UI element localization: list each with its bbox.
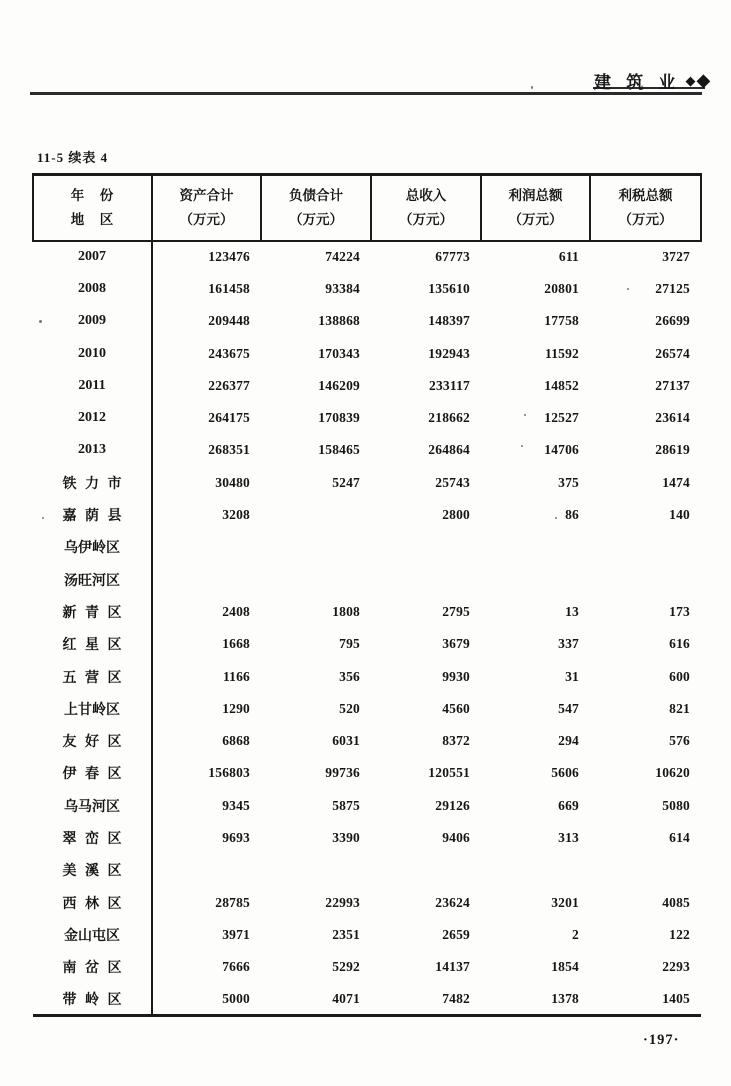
row-label: 乌马河区 bbox=[33, 790, 152, 822]
cell-value: 20801 bbox=[544, 280, 579, 296]
cell-value: 3727 bbox=[662, 249, 690, 265]
cell-value: 146209 bbox=[318, 377, 360, 393]
cell-value: 576 bbox=[669, 733, 690, 749]
column-unit: （万元） bbox=[508, 211, 563, 227]
cell-value bbox=[371, 563, 481, 595]
cell-value: 3971 bbox=[222, 926, 250, 942]
row-label: 2009 bbox=[33, 305, 152, 337]
table-row bbox=[33, 499, 701, 531]
row-label: 翠 峦 区 bbox=[33, 822, 152, 854]
cell-value bbox=[261, 531, 371, 563]
cell-value: 5000 bbox=[222, 990, 250, 1006]
cell-value: 1405 bbox=[662, 990, 690, 1006]
cell-value: 1854 bbox=[551, 959, 579, 975]
row-label: 2013 bbox=[33, 434, 152, 466]
row-label: 带 岭 区 bbox=[33, 983, 152, 1015]
cell-value: 99736 bbox=[325, 765, 360, 781]
cell-value: 14706 bbox=[544, 442, 579, 458]
row-label: 西 林 区 bbox=[33, 886, 152, 918]
cell-value: 313 bbox=[558, 829, 579, 845]
table-row bbox=[33, 919, 701, 951]
cell-value: 2800 bbox=[442, 507, 470, 523]
cell-value: 30480 bbox=[215, 474, 250, 490]
cell-value: 669 bbox=[558, 797, 579, 813]
table-row bbox=[33, 531, 701, 563]
cell-value: 170839 bbox=[318, 410, 360, 426]
table-row bbox=[33, 951, 701, 983]
cell-value: 4560 bbox=[442, 700, 470, 716]
cell-value: 120551 bbox=[428, 765, 470, 781]
cell-value bbox=[590, 531, 701, 563]
cell-value: 2351 bbox=[332, 926, 360, 942]
row-label: 红 星 区 bbox=[33, 628, 152, 660]
cell-value: 67773 bbox=[435, 249, 470, 265]
cell-value: 9345 bbox=[222, 797, 250, 813]
column-unit: （万元） bbox=[399, 211, 453, 227]
column-unit: （万元） bbox=[289, 211, 343, 227]
table-row bbox=[33, 660, 701, 692]
scan-speck bbox=[555, 517, 557, 519]
cell-value: 9693 bbox=[222, 829, 250, 845]
page-number: ·197· bbox=[643, 1032, 680, 1048]
row-label: 2011 bbox=[33, 370, 152, 402]
cell-value: 14137 bbox=[435, 959, 470, 975]
cell-value: 161458 bbox=[208, 280, 250, 296]
cell-value: 5080 bbox=[662, 797, 690, 813]
cell-value: 158465 bbox=[318, 442, 360, 458]
table-row bbox=[33, 886, 701, 918]
cell-value: 31 bbox=[565, 668, 579, 684]
cell-value: 11592 bbox=[544, 345, 579, 361]
row-label: 乌伊岭区 bbox=[33, 531, 152, 563]
cell-value: 600 bbox=[669, 668, 690, 684]
cell-value bbox=[152, 854, 261, 886]
cell-value: 12527 bbox=[544, 410, 579, 426]
cell-value bbox=[590, 854, 701, 886]
cell-value bbox=[261, 563, 371, 595]
table-body bbox=[33, 241, 701, 1016]
row-label: 南 岔 区 bbox=[33, 951, 152, 983]
header-region-label: 地 区 bbox=[70, 211, 115, 227]
cell-value: 23624 bbox=[435, 894, 470, 910]
cell-value: 1166 bbox=[222, 668, 250, 684]
cell-value: 28619 bbox=[655, 442, 690, 458]
cell-value: 1808 bbox=[332, 603, 360, 619]
cell-value: 9930 bbox=[442, 668, 470, 684]
cell-value: 170343 bbox=[318, 345, 360, 361]
cell-value: 135610 bbox=[428, 280, 470, 296]
cell-value bbox=[481, 563, 590, 595]
row-label: 汤旺河区 bbox=[33, 563, 152, 595]
cell-value bbox=[481, 531, 590, 563]
row-label: 五 营 区 bbox=[33, 660, 152, 692]
row-label: 2008 bbox=[33, 273, 152, 305]
header-col-assets bbox=[152, 175, 261, 241]
column-title: 负债合计 bbox=[289, 188, 343, 204]
cell-value: 218662 bbox=[428, 410, 470, 426]
cell-value: 1474 bbox=[662, 474, 690, 490]
diamond-icon: ◆ bbox=[685, 72, 696, 88]
cell-value: 17758 bbox=[544, 313, 579, 329]
cell-value: 520 bbox=[339, 700, 360, 716]
cell-value: 1378 bbox=[551, 990, 579, 1006]
cell-value: 27137 bbox=[655, 377, 690, 393]
table-header-row bbox=[33, 175, 701, 241]
cell-value: 9406 bbox=[442, 829, 470, 845]
cell-value: 616 bbox=[669, 636, 690, 652]
cell-value: 5606 bbox=[551, 765, 579, 781]
cell-value bbox=[152, 563, 261, 595]
table-row bbox=[33, 854, 701, 886]
cell-value: 6031 bbox=[332, 733, 360, 749]
cell-value: 28785 bbox=[215, 894, 250, 910]
cell-value: 3390 bbox=[332, 829, 360, 845]
row-label: 2007 bbox=[33, 241, 152, 273]
cell-value: 138868 bbox=[318, 313, 360, 329]
cell-value: 2659 bbox=[442, 926, 470, 942]
cell-value bbox=[371, 531, 481, 563]
cell-value bbox=[261, 854, 371, 886]
cell-value: 1290 bbox=[222, 700, 250, 716]
row-label: 嘉 荫 县 bbox=[33, 499, 152, 531]
cell-value: 29126 bbox=[435, 797, 470, 813]
cell-value: 86 bbox=[565, 507, 579, 523]
cell-value: 5875 bbox=[332, 797, 360, 813]
cell-value: 2408 bbox=[222, 603, 250, 619]
cell-value: 3208 bbox=[222, 507, 250, 523]
cell-value: 22993 bbox=[325, 894, 360, 910]
cell-value: 795 bbox=[339, 636, 360, 652]
diamond-icon: ◆ bbox=[696, 70, 711, 90]
cell-value: 5292 bbox=[332, 959, 360, 975]
cell-value: 243675 bbox=[208, 345, 250, 361]
cell-value: 3201 bbox=[551, 894, 579, 910]
scan-speck bbox=[521, 445, 523, 447]
cell-value: 25743 bbox=[435, 474, 470, 490]
row-label: 新 青 区 bbox=[33, 596, 152, 628]
table-row bbox=[33, 790, 701, 822]
cell-value: 209448 bbox=[208, 313, 250, 329]
column-unit: （万元） bbox=[618, 211, 673, 227]
cell-value: 337 bbox=[558, 636, 579, 652]
table-row bbox=[33, 241, 701, 273]
cell-value: 10620 bbox=[655, 765, 690, 781]
table-row bbox=[33, 467, 701, 499]
row-label: 上甘岭区 bbox=[33, 693, 152, 725]
row-label: 伊 春 区 bbox=[33, 757, 152, 789]
row-label: 美 溪 区 bbox=[33, 854, 152, 886]
header-year-label: 年 份 bbox=[70, 188, 115, 204]
row-label: 友 好 区 bbox=[33, 725, 152, 757]
table-row bbox=[33, 402, 701, 434]
table-row bbox=[33, 725, 701, 757]
cell-value: 192943 bbox=[428, 345, 470, 361]
cell-value: 264864 bbox=[428, 442, 470, 458]
cell-value: 26699 bbox=[655, 313, 690, 329]
table-row bbox=[33, 370, 701, 402]
cell-value: 7666 bbox=[222, 959, 250, 975]
data-table bbox=[32, 173, 702, 1017]
cell-value: 226377 bbox=[208, 377, 250, 393]
cell-value: 122 bbox=[669, 926, 690, 942]
cell-value: 2795 bbox=[442, 603, 470, 619]
table-row bbox=[33, 693, 701, 725]
column-title: 利税总额 bbox=[618, 188, 673, 204]
row-label: 2012 bbox=[33, 402, 152, 434]
cell-value: 2293 bbox=[662, 959, 690, 975]
chapter-title bbox=[594, 68, 710, 93]
cell-value: 93384 bbox=[325, 280, 360, 296]
chapter-title-text: 建 筑 业 bbox=[594, 73, 679, 92]
cell-value: 614 bbox=[669, 829, 690, 845]
cell-value: 3679 bbox=[442, 636, 470, 652]
column-title: 总收入 bbox=[405, 188, 447, 204]
scan-speck bbox=[39, 320, 42, 323]
cell-value bbox=[152, 531, 261, 563]
cell-value: 123476 bbox=[208, 249, 250, 265]
header-col-profit-tax bbox=[590, 175, 701, 241]
cell-value: 1668 bbox=[222, 636, 250, 652]
scan-speck bbox=[42, 517, 44, 519]
cell-value: 5247 bbox=[332, 474, 360, 490]
cell-value: 14852 bbox=[544, 377, 579, 393]
table-row bbox=[33, 983, 701, 1015]
cell-value: 264175 bbox=[208, 410, 250, 426]
cell-value: 375 bbox=[558, 474, 579, 490]
scan-speck bbox=[531, 86, 533, 89]
column-title: 利润总额 bbox=[508, 188, 563, 204]
header-col-revenue bbox=[371, 175, 481, 241]
header-year-region bbox=[33, 175, 152, 241]
cell-value bbox=[261, 499, 371, 531]
row-label: 2010 bbox=[33, 337, 152, 369]
row-label: 金山屯区 bbox=[33, 919, 152, 951]
scan-speck bbox=[524, 414, 526, 416]
cell-value: 26574 bbox=[655, 345, 690, 361]
cell-value bbox=[371, 854, 481, 886]
table-row bbox=[33, 273, 701, 305]
cell-value: 4071 bbox=[332, 990, 360, 1006]
table-row bbox=[33, 563, 701, 595]
table-row bbox=[33, 822, 701, 854]
cell-value: 6868 bbox=[222, 733, 250, 749]
cell-value: 4085 bbox=[662, 894, 690, 910]
column-unit: （万元） bbox=[179, 211, 234, 227]
table-row bbox=[33, 757, 701, 789]
cell-value: 821 bbox=[669, 700, 690, 716]
table-row bbox=[33, 337, 701, 369]
cell-value: 156803 bbox=[208, 765, 250, 781]
header-col-profit bbox=[481, 175, 590, 241]
cell-value bbox=[481, 854, 590, 886]
header-col-liabilities bbox=[261, 175, 371, 241]
table-row bbox=[33, 434, 701, 466]
cell-value: 140 bbox=[669, 507, 690, 523]
cell-value: 2 bbox=[572, 926, 579, 942]
table-row bbox=[33, 305, 701, 337]
table-label: 11-5 续表 4 bbox=[37, 150, 109, 165]
cell-value: 611 bbox=[558, 249, 579, 265]
column-title: 资产合计 bbox=[179, 188, 234, 204]
cell-value: 74224 bbox=[325, 249, 360, 265]
cell-value: 27125 bbox=[655, 280, 690, 296]
table-row bbox=[33, 596, 701, 628]
cell-value: 173 bbox=[669, 603, 690, 619]
cell-value: 8372 bbox=[442, 733, 470, 749]
cell-value bbox=[590, 563, 701, 595]
cell-value: 7482 bbox=[442, 990, 470, 1006]
table-row bbox=[33, 628, 701, 660]
cell-value: 547 bbox=[558, 700, 579, 716]
scan-speck bbox=[627, 288, 629, 290]
cell-value: 268351 bbox=[208, 442, 250, 458]
cell-value: 148397 bbox=[428, 313, 470, 329]
row-label: 铁 力 市 bbox=[33, 467, 152, 499]
cell-value: 233117 bbox=[429, 377, 470, 393]
cell-value: 294 bbox=[558, 733, 579, 749]
cell-value: 23614 bbox=[655, 410, 690, 426]
cell-value: 356 bbox=[339, 668, 360, 684]
cell-value: 13 bbox=[565, 603, 579, 619]
